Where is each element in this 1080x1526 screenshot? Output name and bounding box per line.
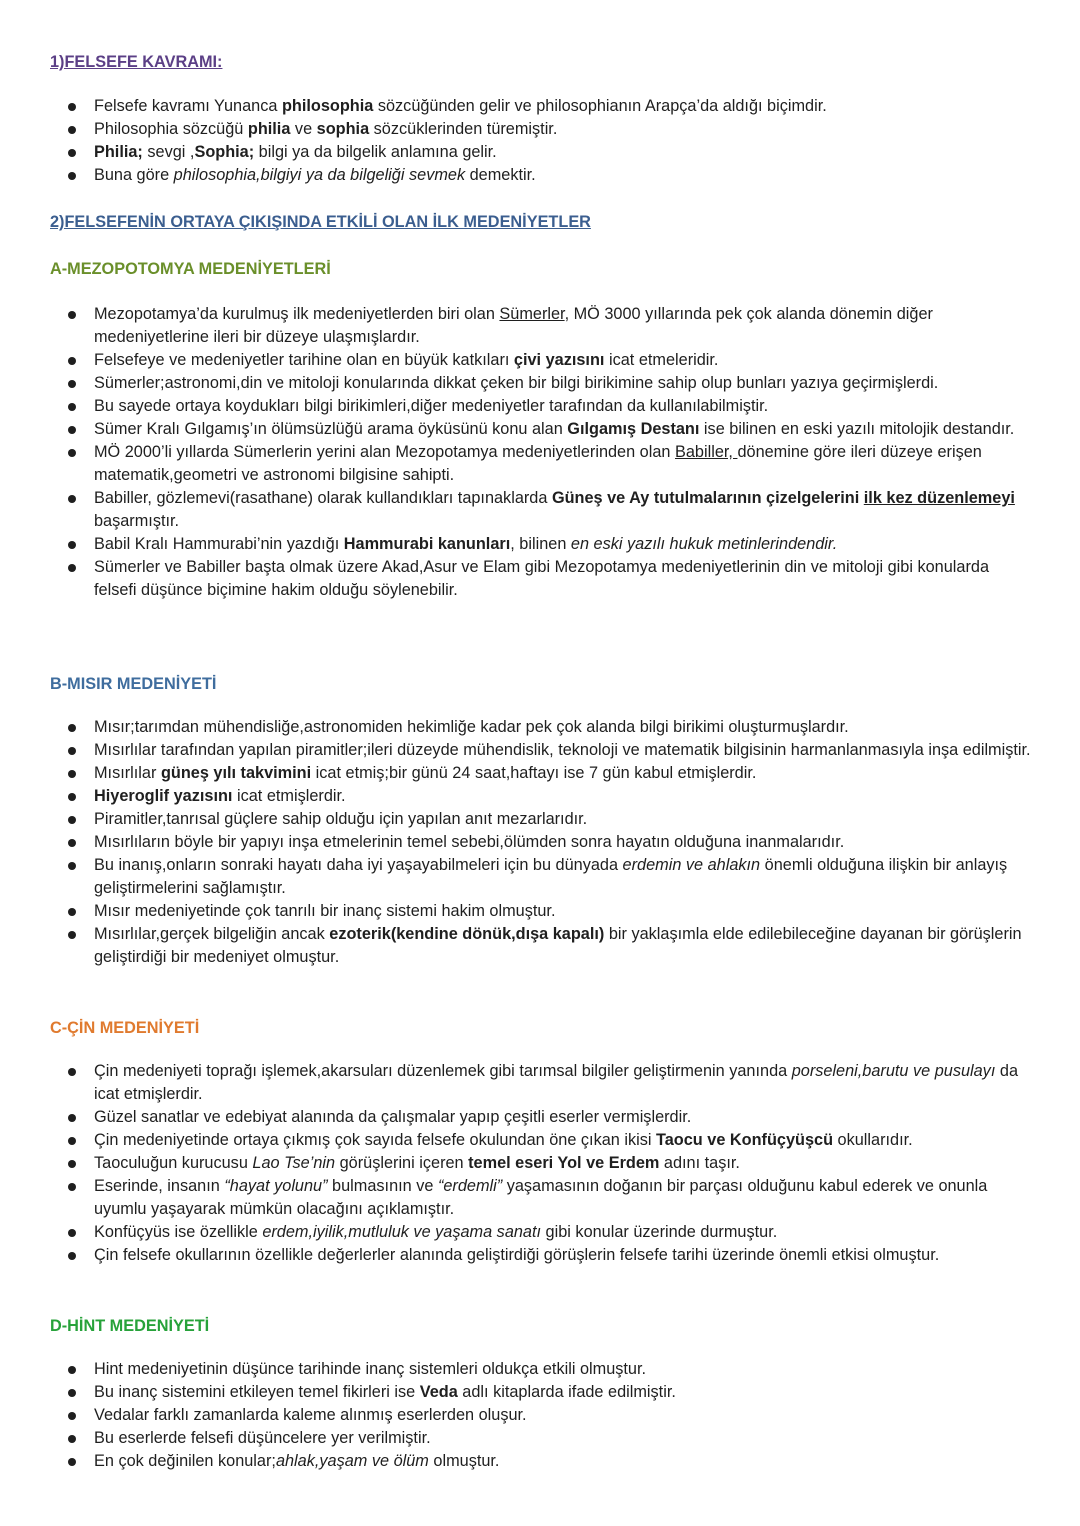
- bullet-icon: [68, 1137, 76, 1145]
- text-run: güneş yılı takvimini: [160, 764, 312, 782]
- bullet-icon: [68, 426, 76, 434]
- text-run: başarmıştır.: [94, 512, 180, 530]
- text-run: çivi yazısını: [513, 351, 605, 369]
- list-item: [0, 923, 1036, 969]
- bullet-icon: [68, 1412, 76, 1420]
- list-item: [0, 1404, 1036, 1427]
- text-run: da icat etmişlerdir.: [94, 1062, 1018, 1103]
- text-run: yaşamasının doğanın bir parçası olduğunu kabul ederek ve onunla uyumlu yaşayarak mümkün olacağını açıklamıştır.: [94, 1177, 988, 1218]
- text-run: Bu inanç sistemini etkileyen temel fikirleri ise: [94, 1383, 420, 1401]
- list-item: [0, 95, 1036, 118]
- heading-mezopotamya: A-MEZOPOTOMYA MEDENİYETLERİ: [50, 260, 331, 278]
- list-item: [0, 349, 1036, 372]
- bullet-icon: [68, 931, 76, 939]
- text-run: sözcüğünden gelir ve philosophianın Arapça’da aldığı biçimdir.: [373, 97, 827, 115]
- text-run: Vedalar farklı zamanlarda kaleme alınmış eserlerden oluşur.: [94, 1406, 527, 1424]
- text-run: Sümerler: [499, 305, 565, 323]
- text-run: Babil Kralı Hammurabi’nin yazdığı: [94, 535, 344, 553]
- text-run: ilk kez düzenlemeyi: [863, 489, 1015, 507]
- list-item: [0, 418, 1036, 441]
- text-run: ahlak,yaşam ve ölüm: [275, 1452, 429, 1470]
- text-run: “hayat yolunu”: [224, 1177, 328, 1195]
- list-item: [0, 1381, 1036, 1404]
- text-run: adını taşır.: [659, 1154, 740, 1172]
- list-item: [0, 1450, 1036, 1473]
- text-run: okullarıdır.: [833, 1131, 913, 1149]
- text-run: ise bilinen en eski yazılı mitolojik destandır.: [699, 420, 1015, 438]
- bullet-icon: [68, 357, 76, 365]
- bullet-icon: [68, 1229, 76, 1237]
- list-item: [0, 808, 1036, 831]
- text-run: Bu inanış,onların sonraki hayatı daha iyi yaşayabilmeleri için bu dünyada: [94, 856, 623, 874]
- heading-ilk-medeniyetler: 2)FELSEFENİN ORTAYA ÇIKIŞINDA ETKİLİ OLAN İLK MEDENİYETLER: [50, 213, 591, 231]
- heading-hint: D-HİNT MEDENİYETİ: [50, 1317, 210, 1335]
- text-run: Taoculuğun kurucusu: [94, 1154, 253, 1172]
- list-item: [0, 1129, 1036, 1152]
- text-run: Felsefe kavramı Yunanca: [94, 97, 282, 115]
- bullet-icon: [68, 816, 76, 824]
- text-run: görüşlerini içeren: [335, 1154, 469, 1172]
- bullet-icon: [68, 1435, 76, 1443]
- text-run: bulmasının ve: [327, 1177, 438, 1195]
- text-run: Mısırlılar,gerçek bilgeliğin ancak: [94, 925, 330, 943]
- text-run: Mısır;tarımdan mühendisliğe,astronomiden hekimliğe kadar pek çok alanda bilgi birikimi oluşturmuşlardır.: [94, 718, 849, 736]
- text-run: dönemine göre ileri düzeye erişen matematik,geometri ve astronomi bilgisine sahipti.: [94, 443, 982, 484]
- list-item: [0, 1060, 1036, 1106]
- text-run: ve: [290, 120, 317, 138]
- bullet-icon: [68, 747, 76, 755]
- list-misir: [0, 716, 1080, 969]
- text-run: Mısırlılar: [94, 764, 161, 782]
- text-run: Eserinde, insanın: [94, 1177, 225, 1195]
- text-run: Taocu ve Konfüçyüşcü: [656, 1131, 834, 1149]
- text-run: Sümer Kralı Gılgamış’ın ölümsüzlüğü arama öyküsünü konu alan: [94, 420, 568, 438]
- text-run: Babiller,: [675, 443, 738, 461]
- bullet-icon: [68, 839, 76, 847]
- text-run: Güneş ve Ay tutulmalarının çizelgelerini: [551, 489, 864, 507]
- list-item: [0, 831, 1036, 854]
- text-run: olmuştur.: [428, 1452, 500, 1470]
- text-run: Güzel sanatlar ve edebiyat alanında da çalışmalar yapıp çeşitli eserler vermişlerdir.: [94, 1108, 692, 1126]
- bullet-icon: [68, 149, 76, 157]
- bullet-icon: [68, 724, 76, 732]
- bullet-icon: [68, 103, 76, 111]
- text-run: Bu sayede ortaya koydukları bilgi birikimleri,diğer medeniyetler tarafından da kullanılabilmiştir.: [94, 397, 769, 415]
- list-item: [0, 1175, 1036, 1221]
- text-run: sözcüklerinden türemiştir.: [369, 120, 558, 138]
- text-run: Buna göre: [94, 166, 174, 184]
- bullet-icon: [68, 449, 76, 457]
- list-cin: [0, 1060, 1080, 1267]
- bullet-icon: [68, 862, 76, 870]
- list-item: [0, 395, 1036, 418]
- text-run: bilgi ya da bilgelik anlamına gelir.: [254, 143, 497, 161]
- text-run: demektir.: [465, 166, 536, 184]
- heading-felsefe-kavrami: 1)FELSEFE KAVRAMI:: [50, 53, 223, 71]
- text-run: Mısırlılar tarafından yapılan piramitler;ileri düzeyde mühendislik, teknoloji ve matematik bilgisinin harmanlanmasıyla inşa edilmiştir.: [94, 741, 1031, 759]
- text-run: Mezopotamya’da kurulmuş ilk medeniyetlerden biri olan: [94, 305, 500, 323]
- bullet-icon: [68, 541, 76, 549]
- list-item: [0, 739, 1036, 762]
- list-item: [0, 556, 1036, 602]
- bullet-icon: [68, 908, 76, 916]
- bullet-icon: [68, 172, 76, 180]
- text-run: Mısır medeniyetinde çok tanrılı bir inanç sistemi hakim olmuştur.: [94, 902, 556, 920]
- text-run: Lao Tse’nin: [252, 1154, 336, 1172]
- text-run: Çin medeniyetinde ortaya çıkmış çok sayıda felsefe okulundan öne çıkan ikisi: [94, 1131, 656, 1149]
- bullet-icon: [68, 564, 76, 572]
- list-hint: [0, 1358, 1080, 1473]
- bullet-icon: [68, 770, 76, 778]
- list-item: [0, 900, 1036, 923]
- text-run: Sophia;: [194, 143, 255, 161]
- text-run: philia: [247, 120, 291, 138]
- text-run: “erdemli”: [437, 1177, 503, 1195]
- text-run: bir yaklaşımla elde edilebileceğine dayanan bir görüşlerin geliştirdiği bir medeniyet olmuştur.: [94, 925, 1022, 966]
- list-item: [0, 118, 1036, 141]
- text-run: Philosophia sözcüğü: [94, 120, 248, 138]
- text-run: erdemin ve ahlakın: [622, 856, 761, 874]
- bullet-icon: [68, 1160, 76, 1168]
- bullet-icon: [68, 1366, 76, 1374]
- text-run: ezoterik(kendine dönük,dışa kapalı): [329, 925, 605, 943]
- text-run: gibi konular üzerinde durmuştur.: [541, 1223, 778, 1241]
- text-run: sophia: [316, 120, 370, 138]
- text-run: philosophia: [281, 97, 374, 115]
- text-run: , bilinen: [510, 535, 571, 553]
- list-mezopotamya: [0, 303, 1080, 602]
- list-item: [0, 716, 1036, 739]
- list-item: [0, 303, 1036, 349]
- text-run: icat etmişlerdir.: [232, 787, 346, 805]
- list-item: [0, 141, 1036, 164]
- list-item: [0, 1244, 1036, 1267]
- text-run: en eski yazılı hukuk metinlerindendir.: [570, 535, 838, 553]
- list-item: [0, 785, 1036, 808]
- bullet-icon: [68, 1252, 76, 1260]
- list-item: [0, 1106, 1036, 1129]
- bullet-icon: [68, 1458, 76, 1466]
- text-run: Gılgamış Destanı: [567, 420, 700, 438]
- text-run: adlı kitaplarda ifade edilmiştir.: [457, 1383, 676, 1401]
- text-run: Philia;: [94, 143, 143, 161]
- list-item: [0, 487, 1036, 533]
- text-run: erdem,iyilik,mutluluk ve yaşama sanatı: [262, 1223, 542, 1241]
- text-run: philosophia,bilgiyi ya da bilgeliği sevmek: [173, 166, 466, 184]
- list-item: [0, 1358, 1036, 1381]
- list-item: [0, 164, 1036, 187]
- text-run: Hint medeniyetinin düşünce tarihinde inanç sistemleri oldukça etkili olmuştur.: [94, 1360, 647, 1378]
- text-run: Sümerler;astronomi,din ve mitoloji konularında dikkat çeken bir bilgi birikimine sahip olup bunları yazıya geçirmişlerdi.: [94, 374, 939, 392]
- bullet-icon: [68, 311, 76, 319]
- text-run: temel eseri Yol ve Erdem: [468, 1154, 660, 1172]
- list-item: [0, 533, 1036, 556]
- bullet-icon: [68, 1068, 76, 1076]
- text-run: Piramitler,tanrısal güçlere sahip olduğu için yapılan anıt mezarlarıdır.: [94, 810, 588, 828]
- text-run: Felsefeye ve medeniyetler tarihine olan en büyük katkıları: [94, 351, 514, 369]
- text-run: Veda: [419, 1383, 458, 1401]
- bullet-icon: [68, 793, 76, 801]
- text-run: icat etmeleridir.: [604, 351, 719, 369]
- list-item: [0, 1427, 1036, 1450]
- bullet-icon: [68, 495, 76, 503]
- list-item: [0, 1152, 1036, 1175]
- text-run: MÖ 2000’li yıllarda Sümerlerin yerini alan Mezopotamya medeniyetlerinden olan: [94, 443, 675, 461]
- bullet-icon: [68, 1389, 76, 1397]
- heading-cin: C-ÇİN MEDENİYETİ: [50, 1019, 200, 1037]
- bullet-icon: [68, 1183, 76, 1191]
- text-run: icat etmiş;bir günü 24 saat,haftayı ise 7 gün kabul etmişlerdir.: [311, 764, 757, 782]
- bullet-icon: [68, 126, 76, 134]
- bullet-icon: [68, 380, 76, 388]
- text-run: , MÖ 3000 yıllarında pek çok alanda dönemin diğer medeniyetlerine ileri bir düzeye ulaşmışlardır.: [94, 305, 933, 346]
- text-run: Konfüçyüs ise özellikle: [94, 1223, 263, 1241]
- text-run: En çok değinilen konular;: [94, 1452, 276, 1470]
- heading-misir: B-MISIR MEDENİYETİ: [50, 675, 217, 693]
- bullet-icon: [68, 1114, 76, 1122]
- list-felsefe-kavrami: [0, 95, 1080, 187]
- text-run: Çin felsefe okullarının özellikle değerlerler alanında geliştirdiği görüşlerin felsefe tarihi üzerinde önemli etkisi olmuştur.: [94, 1246, 940, 1264]
- list-item: [0, 372, 1036, 395]
- text-run: Çin medeniyeti toprağı işlemek,akarsuları düzenlemek gibi tarımsal bilgiler geliştirmenin yanında: [94, 1062, 792, 1080]
- text-run: Hiyeroglif yazısını: [94, 787, 233, 805]
- list-item: [0, 441, 1036, 487]
- list-item: [0, 762, 1036, 785]
- text-run: Sümerler ve Babiller başta olmak üzere Akad,Asur ve Elam gibi Mezopotamya medeniyetlerinin din ve mitoloji gibi konularda felsefi düşünce biçimine hakim olduğu söylenebilir.: [94, 558, 989, 599]
- list-item: [0, 1221, 1036, 1244]
- text-run: porseleni,barutu ve pusulayı: [791, 1062, 996, 1080]
- text-run: önemli olduğuna ilişkin bir anlayış geliştirmelerini sağlamıştır.: [94, 856, 1008, 897]
- text-run: Bu eserlerde felsefi düşüncelere yer verilmiştir.: [94, 1429, 431, 1447]
- text-run: Babiller, gözlemevi(rasathane) olarak kullandıkları tapınaklarda: [94, 489, 552, 507]
- list-item: [0, 854, 1036, 900]
- text-run: Hammurabi kanunları: [343, 535, 511, 553]
- text-run: sevgi ,: [142, 143, 195, 161]
- bullet-icon: [68, 403, 76, 411]
- text-run: Mısırlıların böyle bir yapıyı inşa etmelerinin temel sebebi,ölümden sonra hayatın olduğuna inanmalarıdır.: [94, 833, 845, 851]
